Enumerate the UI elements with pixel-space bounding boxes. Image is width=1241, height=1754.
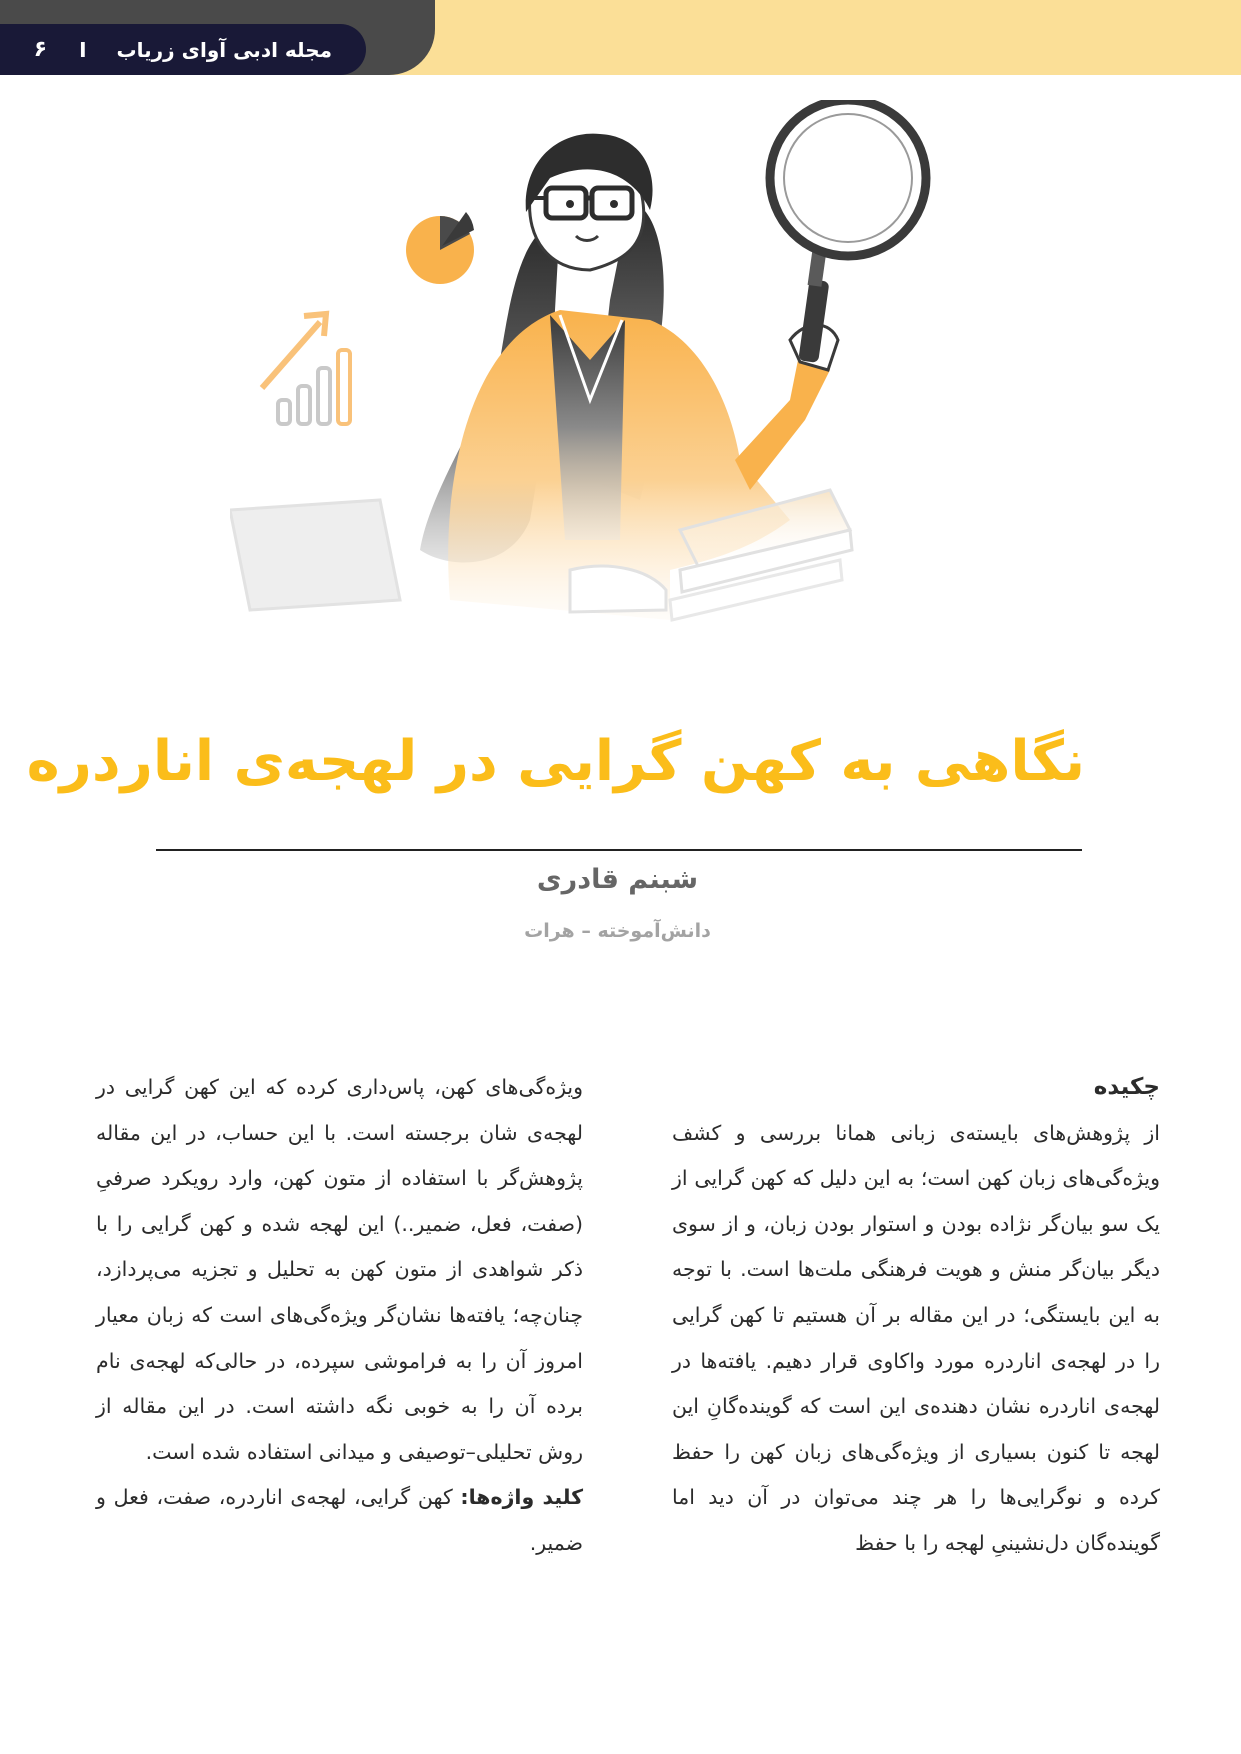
running-header (0, 24, 366, 75)
laptop-icon (230, 500, 400, 610)
header-separator: I (79, 37, 87, 62)
keywords-line (96, 1475, 583, 1566)
abstract-paragraph-1: از پژوهش‌های بایسته‌ی زبانی همانا بررسی و کشف ویژه‌گی‌های زبان کهن است؛ به این دلیل که کهن گرایی از یک سو بیان‌گر نژاده بودن و استوار بودن زبان، و از سوی دیگر بیان‌گر منش و هویت فرهنگی ملت‌ها است. با توجه به این بایستگی؛ در این مقاله بر آن هستیم تا کهن گرایی را در لهجه‌ی اناردره مورد واکاوی قرار دهیم. یافته‌ها در لهجه‌ی اناردره نشان دهنده‌ی این است که گوینده‌گانِ این لهجه تا کنون بسیاری از ویژه‌گی‌های زبان کهن را حفظ کرده و نوگرایی‌ها را هر چند می‌توان در آن دید اما گوینده‌گان دل‌نشینیِ لهجه را با حفظ (672, 1120, 1160, 1555)
pie-chart-icon (406, 212, 474, 284)
researcher-illustration (230, 100, 990, 660)
abstract-column-left (96, 1065, 583, 1567)
magazine-name: مجله ادبی آوای زریاب (116, 37, 332, 62)
abstract-column-right (672, 1065, 1160, 1567)
author-name: شبنم قادری (536, 864, 699, 895)
keywords-label: کلید واژه‌ها: (460, 1485, 584, 1510)
article-title: نگاهی به کهن گرایی در لهجه‌ی اناردره (26, 729, 1085, 794)
growth-chart-icon (262, 314, 350, 424)
keywords-text: کهن گرایی، لهجه‌ی اناردره، صفت، فعل و ضمیر. (96, 1485, 583, 1555)
page-number: ۶ (33, 37, 48, 62)
abstract-heading: چکیده (1093, 1074, 1160, 1100)
title-divider (156, 849, 1082, 851)
author-affiliation: دانش‌آموخته – هرات (524, 920, 711, 942)
abstract-paragraph-2: ویژه‌گی‌های کهن، پاس‌داری کرده که این کهن گرایی در لهجه‌ی شان برجسته است. با این حساب، در این مقاله پژوهش‌گر با استفاده از متون کهن، وارد رویکرد صرفیِ (صفت، فعل، ضمیر..) این لهجه شده و کهن گرایی را با ذکر شواهدی از متون کهن به تحلیل و تجزیه می‌پردازد، چنان‌چه؛ یافته‌ها نشان‌گر ویژه‌گی‌های است که زبان معیار امروز آن را به فراموشی سپرده، در حالی‌که لهجه‌ی نام برده آن را به خوبی نگه داشته است. در این مقاله از روش تحلیلی–توصیفی و میدانی استفاده شده است. (96, 1075, 583, 1464)
magnifying-glass-icon (770, 100, 926, 363)
